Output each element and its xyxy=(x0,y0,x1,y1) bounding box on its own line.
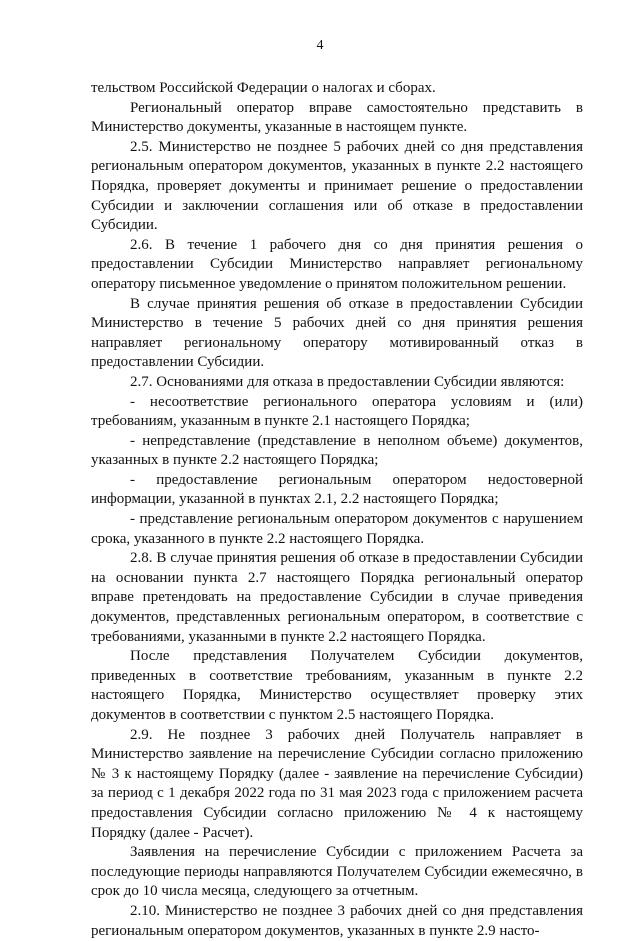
paragraph: 2.6. В течение 1 рабочего дня со дня принятия решения о предоставлении Субсидии Министерство направляет региональному оператору письменное уведомление о принятом положительном решении. xyxy=(91,236,583,292)
paragraph: 2.7. Основаниями для отказа в предоставлении Субсидии являются: xyxy=(130,373,565,390)
list-item: - непредставление (представление в неполном объеме) документов, указанных в пункте 2.2 настоящего Порядка; xyxy=(91,432,583,469)
paragraph: После представления Получателем Субсидии документов, приведенных в соответствие требованиям, указанным в пункте 2.2 настоящего Порядка, Министерство осуществляет проверку этих документов в соответствии с пунктом 2.5 настоящего Порядка. xyxy=(91,648,583,723)
list-item: - несоответствие регионального оператора условиям и (или) требованиям, указанным в пункте 2.1 настоящего Порядка; xyxy=(91,393,583,430)
paragraph: тельством Российской Федерации о налогах и сборах. xyxy=(91,80,436,96)
document-body xyxy=(91,79,583,941)
list-item: - предоставление региональным оператором недостоверной информации, указанной в пунктах 2.1, 2.2 настоящего Порядка; xyxy=(91,471,583,508)
list-item: - представление региональным оператором документов с нарушением срока, указанного в пункте 2.2 настоящего Порядка. xyxy=(91,511,583,547)
paragraph: 2.5. Министерство не позднее 5 рабочих дней со дня представления региональным оператором документов, указанных в пункте 2.2 настоящего Порядка, проверяет документы и принимает решение о предоставлении Субсидии и заключении соглашения или об отказе в предоставлении Субсидии. xyxy=(91,138,583,234)
paragraph: В случае принятия решения об отказе в предоставлении Субсидии Министерство в течение 5 рабочих дней со дня принятия решения направляет региональному оператору мотивированный отказ в предоставлении Субсидии. xyxy=(91,295,583,371)
paragraph: Региональный оператор вправе самостоятельно представить в Министерство документы, указанные в настоящем пункте. xyxy=(91,99,583,136)
paragraph: Заявления на перечисление Субсидии с приложением Расчета за последующие периоды направляются Получателем Субсидии ежемесячно, в срок до 10 числа месяца, следующего за отчетным. xyxy=(91,844,583,900)
paragraph: 2.9. Не позднее 3 рабочих дней Получатель направляет в Министерство заявление на перечисление Субсидии согласно приложению № 3 к настоящему Порядку (далее - заявление на перечисление Субсидии) за период с 1 декабря 2022 года по 31 мая 2023 года с приложением расчета предоставления Субсидии согласно приложению № 4 к настоящему Порядку (далее - Расчет). xyxy=(91,726,583,841)
paragraph: 2.10. Министерство не позднее 3 рабочих дней со дня представления региональным оператором документов, указанных в пункте 2.9 насто- xyxy=(91,902,583,939)
page-number: 4 xyxy=(316,38,324,53)
paragraph: 2.8. В случае принятия решения об отказе в предоставлении Субсидии на основании пункта 2.7 настоящего Порядка региональный оператор вправе претендовать на предоставление Субсидии в случае приведения документов, представленных региональным оператором, в соответствие с требованиями, указанными в пункте 2.2 настоящего Порядка. xyxy=(91,550,583,645)
